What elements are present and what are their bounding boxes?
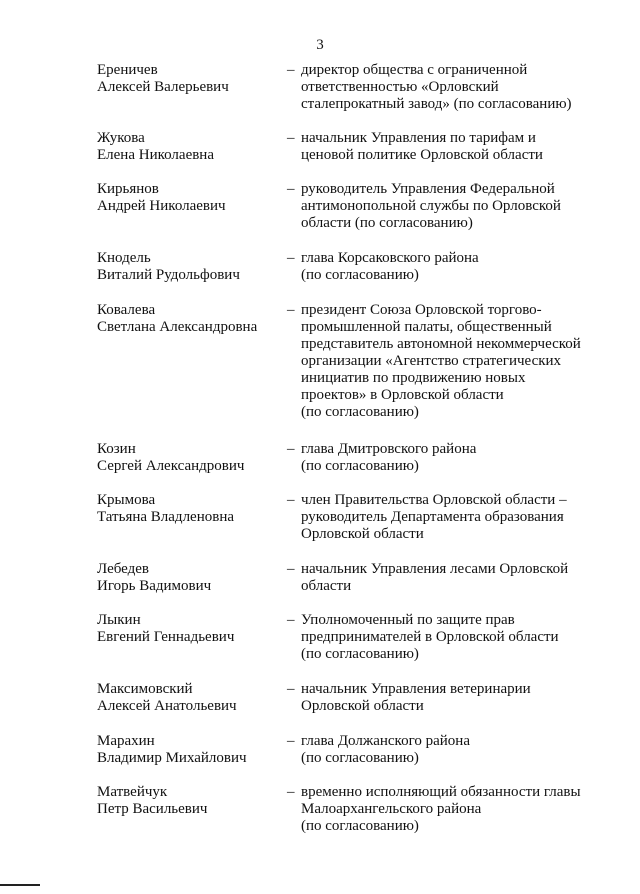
position-line: области (по согласованию): [301, 215, 473, 231]
position-line: (по согласованию): [301, 458, 419, 474]
position-line: (по согласованию): [301, 267, 419, 283]
member-position: [301, 181, 593, 232]
member-entry: [97, 302, 597, 427]
member-surname: Марахин: [97, 733, 155, 749]
member-given-names: Андрей Николаевич: [97, 198, 226, 214]
member-entry: [97, 250, 597, 310]
position-line: проектов» в Орловской области: [301, 387, 504, 403]
footer-rule: [0, 884, 40, 886]
member-position: [301, 492, 593, 543]
dash-separator: –: [287, 612, 295, 628]
position-line: начальник Управления ветеринарии: [301, 681, 531, 697]
dash-separator: –: [287, 561, 295, 577]
member-position: [301, 302, 593, 421]
position-line: ценовой политике Орловской области: [301, 147, 543, 163]
member-surname: Кнодель: [97, 250, 151, 266]
position-line: (по согласованию): [301, 646, 419, 662]
member-name: [97, 733, 282, 767]
position-line: предпринимателей в Орловской области: [301, 629, 559, 645]
member-surname: Ереничев: [97, 62, 158, 78]
member-surname: Матвейчук: [97, 784, 168, 800]
member-given-names: Виталий Рудольфович: [97, 267, 240, 283]
member-surname: Кирьянов: [97, 181, 159, 197]
dash-separator: –: [287, 62, 295, 78]
position-line: Орловской области: [301, 698, 424, 714]
member-position: [301, 62, 593, 113]
member-surname: Козин: [97, 441, 136, 457]
member-surname: Максимовский: [97, 681, 193, 697]
dash-separator: –: [287, 441, 295, 457]
position-line: член Правительства Орловской области –: [301, 492, 567, 508]
position-line: глава Корсаковского района: [301, 250, 479, 266]
position-line: президент Союза Орловской торгово-: [301, 302, 542, 318]
member-given-names: Светлана Александровна: [97, 319, 258, 335]
member-surname: Жукова: [97, 130, 145, 146]
member-position: [301, 612, 593, 663]
position-line: временно исполняющий обязанности главы: [301, 784, 581, 800]
position-line: инициатив по продвижению новых: [301, 370, 526, 386]
member-given-names: Сергей Александрович: [97, 458, 245, 474]
member-entry: [97, 181, 597, 241]
member-given-names: Владимир Михайлович: [97, 750, 247, 766]
position-line: Уполномоченный по защите прав: [301, 612, 515, 628]
dash-separator: –: [287, 681, 295, 697]
position-line: области: [301, 578, 352, 594]
member-position: [301, 441, 593, 475]
position-line: (по согласованию): [301, 404, 419, 420]
member-given-names: Алексей Валерьевич: [97, 79, 229, 95]
dash-separator: –: [287, 250, 295, 266]
member-entry: [97, 492, 597, 552]
member-surname: Лыкин: [97, 612, 141, 628]
member-surname: Ковалева: [97, 302, 156, 318]
position-line: промышленной палаты, общественный: [301, 319, 552, 335]
position-line: начальник Управления лесами Орловской: [301, 561, 569, 577]
member-entry: [97, 681, 597, 741]
position-line: организации «Агентство стратегических: [301, 353, 562, 369]
position-line: представитель автономной некоммерческой: [301, 336, 581, 352]
member-name: [97, 302, 282, 336]
position-line: руководитель Департамента образования: [301, 509, 564, 525]
position-line: сталепрокатный завод» (по согласованию): [301, 96, 572, 112]
member-entry: [97, 62, 597, 122]
member-position: [301, 561, 593, 595]
member-name: [97, 492, 282, 526]
member-given-names: Татьяна Владленовна: [97, 509, 235, 525]
position-line: (по согласованию): [301, 818, 419, 834]
position-line: (по согласованию): [301, 750, 419, 766]
member-given-names: Игорь Вадимович: [97, 578, 212, 594]
dash-separator: –: [287, 302, 295, 318]
member-name: [97, 130, 282, 164]
member-given-names: Евгений Геннадьевич: [97, 629, 235, 645]
position-line: антимонопольной службы по Орловской: [301, 198, 561, 214]
position-line: глава Должанского района: [301, 733, 470, 749]
position-line: руководитель Управления Федеральной: [301, 181, 555, 197]
dash-separator: –: [287, 784, 295, 800]
member-entry: [97, 784, 597, 844]
member-name: [97, 62, 282, 96]
member-name: [97, 250, 282, 284]
position-line: Малоархангельского района: [301, 801, 482, 817]
dash-separator: –: [287, 492, 295, 508]
member-entry: [97, 612, 597, 672]
position-line: глава Дмитровского района: [301, 441, 477, 457]
member-name: [97, 561, 282, 595]
member-surname: Крымова: [97, 492, 156, 508]
member-surname: Лебедев: [97, 561, 149, 577]
member-name: [97, 441, 282, 475]
member-name: [97, 681, 282, 715]
dash-separator: –: [287, 181, 295, 197]
dash-separator: –: [287, 733, 295, 749]
member-given-names: Алексей Анатольевич: [97, 698, 237, 714]
member-given-names: Петр Васильевич: [97, 801, 208, 817]
dash-separator: –: [287, 130, 295, 146]
position-line: начальник Управления по тарифам и: [301, 130, 536, 146]
page-number: 3: [316, 37, 324, 53]
position-line: ответственностью «Орловский: [301, 79, 499, 95]
member-name: [97, 181, 282, 215]
member-position: [301, 733, 593, 767]
member-position: [301, 250, 593, 284]
member-position: [301, 130, 593, 164]
member-name: [97, 784, 282, 818]
position-line: директор общества с ограниченной: [301, 62, 528, 78]
member-position: [301, 784, 593, 835]
member-name: [97, 612, 282, 646]
member-position: [301, 681, 593, 715]
position-line: Орловской области: [301, 526, 424, 542]
member-given-names: Елена Николаевна: [97, 147, 214, 163]
